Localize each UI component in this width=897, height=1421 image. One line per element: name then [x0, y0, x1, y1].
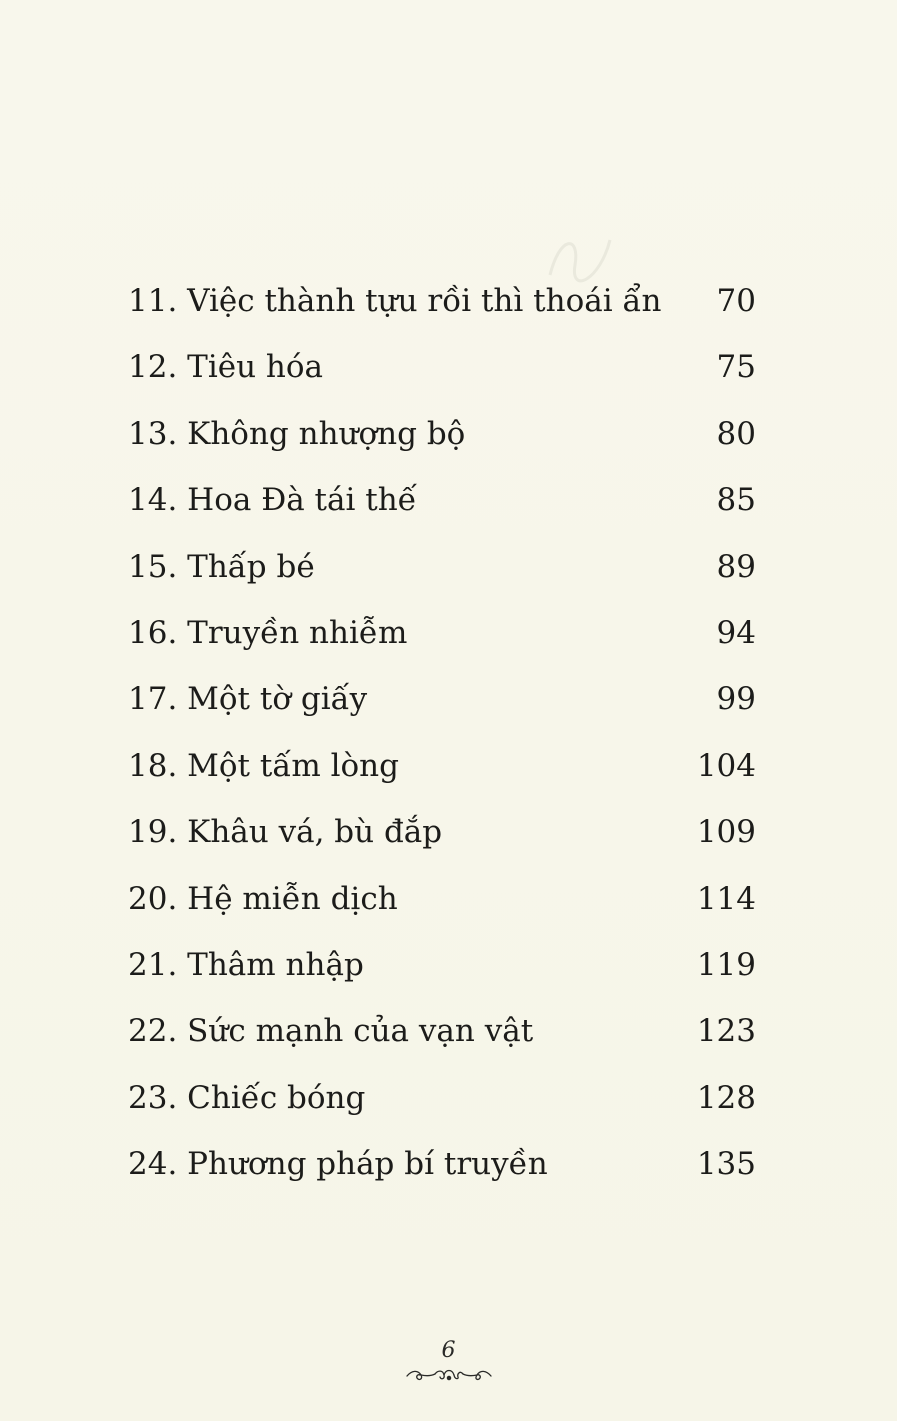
toc-entry-title: 20. Hệ miễn dịch	[128, 880, 398, 917]
toc-entry-title: 21. Thâm nhập	[128, 946, 364, 983]
toc-entry-title: 18. Một tấm lòng	[128, 747, 399, 784]
toc-entry-title: 19. Khâu vá, bù đắp	[128, 814, 443, 851]
toc-entry[interactable]	[128, 1065, 756, 1131]
toc-entry-page: 109	[696, 814, 756, 851]
toc-entry-page: 135	[696, 1146, 756, 1183]
toc-entry[interactable]	[128, 467, 756, 533]
toc-entry[interactable]	[128, 268, 756, 334]
toc-entry-page: 89	[716, 548, 756, 585]
toc-entry[interactable]	[128, 866, 756, 932]
toc-entry[interactable]	[128, 666, 756, 732]
toc-entry[interactable]	[128, 534, 756, 600]
toc-entry[interactable]	[128, 600, 756, 666]
toc-entry-title: 11. Việc thành tựu rồi thì thoái ẩn	[128, 283, 662, 319]
toc-entry-page: 94	[716, 614, 756, 651]
toc-entry[interactable]	[128, 932, 756, 998]
toc-entry-title: 24. Phương pháp bí truyền	[128, 1146, 548, 1183]
page-number: 6	[441, 1338, 456, 1363]
table-of-contents	[128, 268, 756, 1197]
toc-entry[interactable]	[128, 334, 756, 400]
toc-entry-page: 85	[716, 482, 756, 519]
toc-entry-page: 104	[696, 747, 756, 784]
toc-entry-title: 15. Thấp bé	[128, 548, 315, 585]
toc-entry-title: 13. Không nhượng bộ	[128, 415, 466, 452]
toc-entry-page: 114	[696, 880, 756, 917]
toc-entry-page: 119	[696, 946, 756, 983]
toc-entry-page: 123	[696, 1013, 756, 1050]
toc-entry-title: 22. Sức mạnh của vạn vật	[128, 1013, 534, 1050]
toc-entry-page: 128	[696, 1079, 756, 1116]
toc-entry-title: 14. Hoa Đà tái thế	[128, 482, 417, 519]
toc-entry-page: 75	[716, 349, 756, 386]
toc-entry[interactable]	[128, 998, 756, 1064]
flourish-ornament-icon	[404, 1364, 494, 1386]
toc-entry[interactable]	[128, 1131, 756, 1197]
toc-entry-title: 16. Truyền nhiễm	[128, 614, 408, 651]
toc-entry-title: 12. Tiêu hóa	[128, 349, 324, 386]
toc-entry-page: 70	[716, 283, 756, 319]
toc-entry[interactable]	[128, 401, 756, 467]
toc-entry[interactable]	[128, 799, 756, 865]
toc-entry-page: 80	[716, 415, 756, 452]
toc-entry-title: 23. Chiếc bóng	[128, 1079, 366, 1116]
page-footer	[0, 1338, 897, 1386]
toc-entry-title: 17. Một tờ giấy	[128, 681, 368, 718]
toc-entry[interactable]	[128, 733, 756, 799]
toc-entry-page: 99	[716, 681, 756, 718]
